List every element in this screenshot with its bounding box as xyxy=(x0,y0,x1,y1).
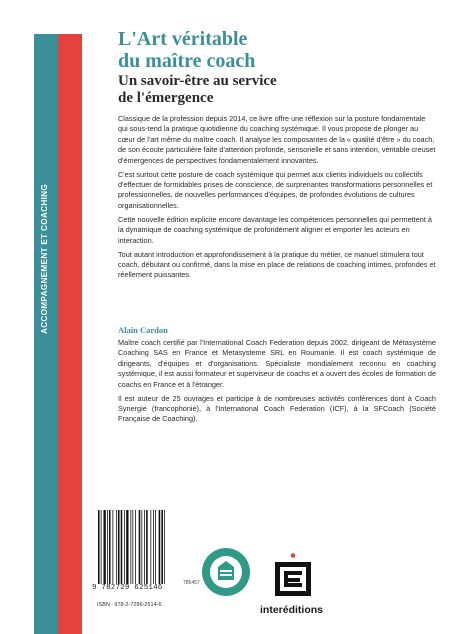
book-subtitle xyxy=(118,73,428,106)
isbn: ISBN : 978-2-7296-2514-6 xyxy=(97,602,162,608)
bio-paragraph: Maître coach certifié par l'International Coach Federation depuis 2002, dirigeant de Métasystème Coaching SAS en France et Metasysteme SRL en Roumanie. Il est coach systémique de dirigeants, d'équipes et d'organisations. Spécialiste mondialement reconnu en coaching systémique, il est aussi formateur et superviseur de coachs et a ouvert des écoles de formation de coachs en France et à l'étranger. xyxy=(118,338,436,389)
subtitle-line-1: Un savoir-être au service xyxy=(118,73,277,89)
book-description xyxy=(118,114,436,284)
description-paragraph: C'est surtout cette posture de coach systémique qui permet aux clients individuels ou collectifs d'effectuer de formidables prises de conscience, de surprenantes transformations personnelles et professionnelles, de nouvelles performances d'équipes, de profondes évolutions de cultures organisationnelles. xyxy=(118,169,433,210)
author-bio xyxy=(118,338,436,428)
description-paragraph: Cette nouvelle édition explicite encore davantage les compétences personnelles qui permettent à la dynamique de coaching systémique de profondément aligner et emporter les acteurs en interaction. xyxy=(118,214,432,245)
barcode-number: 9 782729 625146 xyxy=(92,584,163,592)
bio-paragraph: Il est auteur de 25 ouvrages et participe à de nombreuses activités conférences dont à Coach Synergie (francophonie), à l'International Coach Federation (ICF), à la SFCoach (Société Française de Coaching). xyxy=(118,393,436,424)
title-line-1: L'Art véritable xyxy=(118,28,248,50)
barcode xyxy=(97,510,181,584)
publisher-name: interéditions xyxy=(260,604,324,616)
publisher-logo-icon xyxy=(270,553,316,599)
print-seal-icon xyxy=(200,546,252,598)
spine-stripe-red xyxy=(58,34,82,634)
author-name: Alain Cardon xyxy=(118,325,168,335)
title-line-2: du maître coach xyxy=(118,50,256,72)
subtitle-line-2: de l'émergence xyxy=(118,89,214,106)
description-paragraph: Tout autant introduction et approfondissement à la pratique du métier, ce manuel stimulera tout coach, débutant ou confirmé, dans la mise en place de relations de coaching intimes, profondes et réellement puissantes. xyxy=(118,249,436,280)
series-label: ACCOMPAGNEMENT ET COACHING xyxy=(40,183,49,334)
description-paragraph: Classique de la profession depuis 2014, ce livre offre une réflexion sur la posture fondamentale qui sous-tend la pratique quotidienne du coaching systémique. Il vous propose de plonger au cœur de l'art même du maître coach. Il analyse les composantes de la « qualité d'être » du coach, de son écoute particulière faite d'attention profonde, sensorielle et sans intention, véritable creuset d'émergences de perspectives fondamentalement innovantes. xyxy=(118,114,436,165)
barcode-code: 785457 xyxy=(183,580,200,586)
book-title xyxy=(118,28,428,72)
